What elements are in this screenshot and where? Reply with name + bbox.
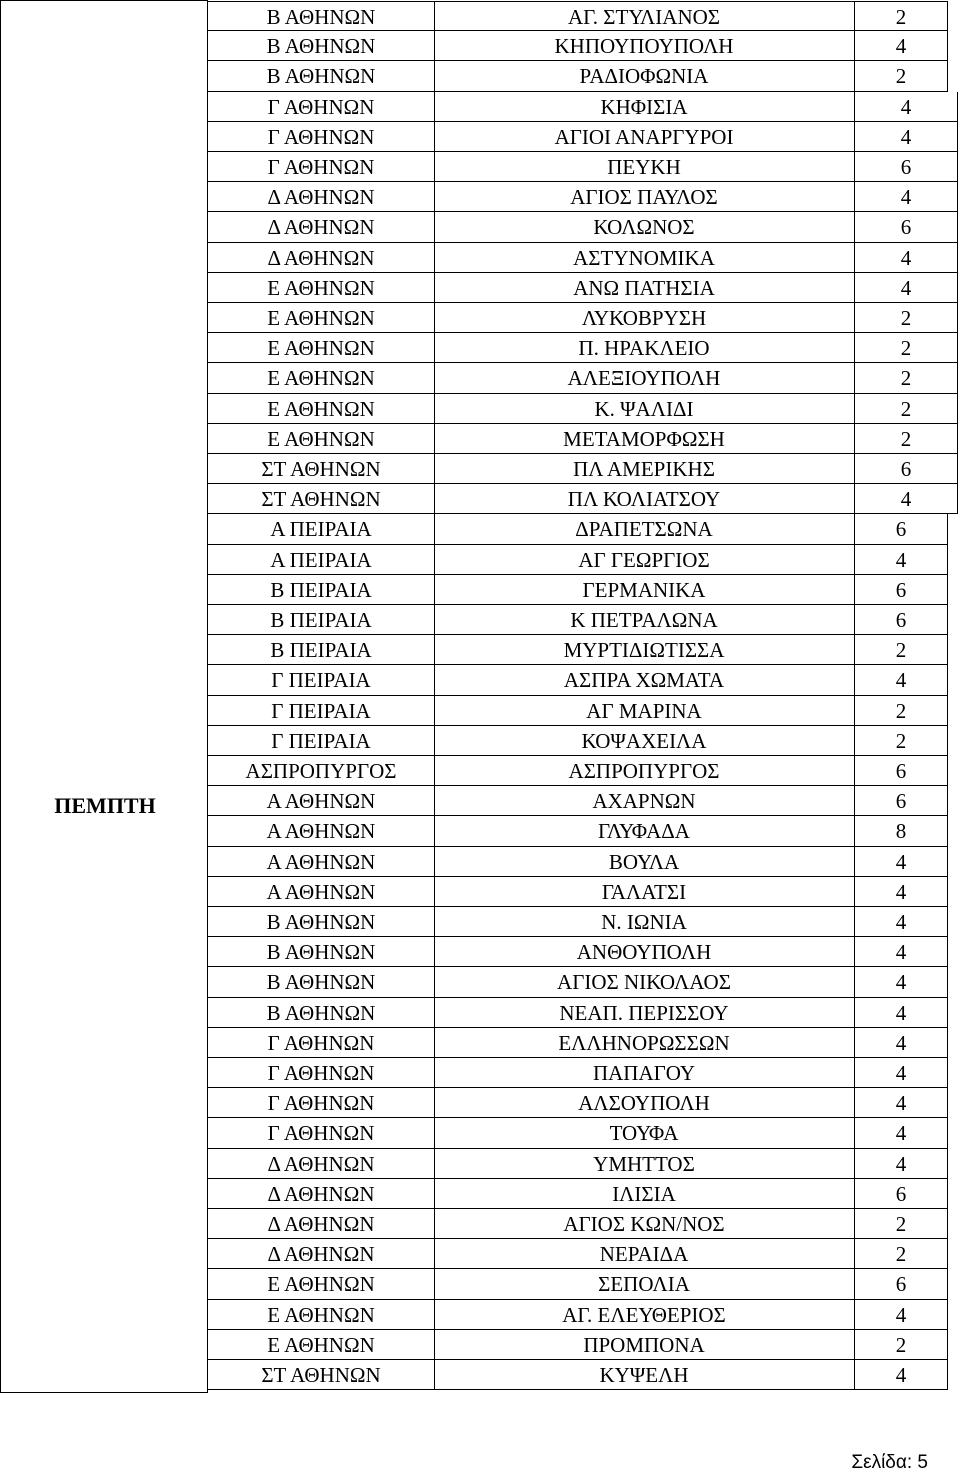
cell-count: 4 — [895, 970, 907, 995]
table-row — [208, 756, 948, 786]
cell-region: Δ ΑΘΗΝΩΝ — [208, 1209, 435, 1238]
table-row — [208, 575, 948, 605]
cell-area: ΠΕΥΚΗ — [434, 152, 855, 181]
table-row — [208, 243, 958, 273]
cell-area: ΠΡΟΜΠΟΝΑ — [434, 1330, 855, 1359]
cell-region: Ε ΑΘΗΝΩΝ — [208, 394, 435, 423]
cell-count: 2 — [895, 1212, 907, 1236]
cell-count: 8 — [895, 819, 907, 844]
cell-count: 4 — [895, 547, 907, 572]
table-row — [208, 514, 948, 544]
page-number: Σελίδα: 5 — [851, 1452, 928, 1473]
table-row — [208, 92, 958, 122]
table-row — [208, 61, 948, 91]
cell-region: Β ΑΘΗΝΩΝ — [208, 967, 435, 996]
cell-area: Κ. ΨΑΛΙΔΙ — [434, 394, 855, 423]
table-row — [208, 273, 958, 303]
cell-count: 4 — [895, 1121, 907, 1146]
cell-count: 6 — [900, 155, 912, 179]
cell-area: ΤΟΥΦΑ — [434, 1118, 855, 1147]
cell-region: Γ ΠΕΙΡΑΙΑ — [208, 665, 435, 694]
table-row — [208, 303, 958, 333]
table-row — [208, 1300, 948, 1330]
cell-region: Δ ΑΘΗΝΩΝ — [208, 1179, 435, 1208]
table-row — [208, 363, 958, 393]
cell-area: ΑΛΣΟΥΠΟΛΗ — [434, 1088, 855, 1117]
cell-area: ΚΥΨΕΛΗ — [434, 1360, 855, 1389]
table-row — [208, 1179, 948, 1209]
cell-region: ΣΤ ΑΘΗΝΩΝ — [208, 454, 435, 483]
cell-count: 4 — [900, 124, 912, 149]
cell-count: 4 — [900, 245, 912, 270]
cell-count: 6 — [900, 457, 912, 481]
table-row — [208, 1239, 948, 1269]
cell-count: 4 — [895, 1091, 907, 1116]
cell-area: ΓΛΥΦΑΔΑ — [434, 816, 855, 845]
cell-count: 4 — [900, 275, 912, 300]
cell-area: ΑΓΙΟΙ ΑΝΑΡΓΥΡΟΙ — [434, 122, 855, 151]
cell-area: ΔΡΑΠΕΤΣΩΝΑ — [434, 514, 855, 543]
cell-region: ΣΤ ΑΘΗΝΩΝ — [208, 484, 435, 513]
cell-area: ΑΓ ΜΑΡΙΝΑ — [434, 696, 855, 725]
cell-region: Α ΠΕΙΡΑΙΑ — [208, 545, 435, 574]
cell-area: ΚΟΨΑΧΕΙΛΑ — [434, 726, 855, 755]
cell-area: ΑΓ. ΕΛΕΥΘΕΡΙΟΣ — [434, 1300, 855, 1329]
cell-count: 2 — [900, 306, 912, 330]
cell-count: 4 — [895, 849, 907, 874]
cell-count: 4 — [895, 34, 907, 59]
cell-region: Β ΑΘΗΝΩΝ — [208, 31, 435, 60]
table-row — [208, 847, 948, 877]
cell-region: Β ΑΘΗΝΩΝ — [208, 61, 435, 90]
cell-count: 4 — [895, 1363, 907, 1387]
table-row — [208, 394, 958, 424]
cell-area: ΑΝΘΟΥΠΟΛΗ — [434, 937, 855, 966]
cell-count: 4 — [895, 1030, 907, 1055]
cell-count: 2 — [895, 1332, 907, 1357]
table-row — [208, 424, 958, 454]
table-row — [208, 665, 948, 695]
cell-count: 4 — [900, 185, 912, 210]
cell-area: ΡΑΔΙΟΦΩΝΙΑ — [434, 61, 855, 90]
cell-count: 2 — [900, 396, 912, 421]
cell-region: Γ ΠΕΙΡΑΙΑ — [208, 696, 435, 725]
cell-region: Δ ΑΘΗΝΩΝ — [208, 243, 435, 272]
table-row — [208, 907, 948, 937]
cell-region: ΑΣΠΡΟΠΥΡΓΟΣ — [208, 756, 435, 785]
cell-count: 2 — [900, 366, 912, 391]
cell-region: Ε ΑΘΗΝΩΝ — [208, 1300, 435, 1329]
cell-count: 2 — [900, 336, 912, 361]
cell-region: Β ΠΕΙΡΑΙΑ — [208, 635, 435, 664]
table-row — [208, 454, 958, 484]
cell-area: ΛΥΚΟΒΡΥΣΗ — [434, 303, 855, 332]
table-row — [208, 696, 948, 726]
table-row — [208, 1028, 948, 1058]
table-row — [208, 152, 958, 182]
cell-region: Β ΠΕΙΡΑΙΑ — [208, 605, 435, 634]
cell-count: 6 — [895, 1272, 907, 1297]
cell-count: 2 — [895, 1242, 907, 1267]
cell-area: ΝΕΡΑΙΔΑ — [434, 1239, 855, 1268]
cell-region: Ε ΑΘΗΝΩΝ — [208, 333, 435, 362]
cell-count: 4 — [895, 910, 907, 934]
cell-area: ΚΗΦΙΣΙΑ — [434, 92, 855, 121]
cell-region: Β ΑΘΗΝΩΝ — [208, 937, 435, 966]
cell-area: ΜΕΤΑΜΟΡΦΩΣΗ — [434, 424, 855, 453]
cell-region: Ε ΑΘΗΝΩΝ — [208, 1269, 435, 1298]
cell-count: 6 — [895, 759, 907, 783]
table-row — [208, 1058, 948, 1088]
table-row — [208, 1209, 948, 1239]
cell-count: 2 — [895, 64, 907, 89]
cell-region: Ε ΑΘΗΝΩΝ — [208, 303, 435, 332]
cell-count: 2 — [900, 426, 912, 451]
cell-count: 6 — [895, 789, 907, 814]
table-row — [208, 1360, 948, 1390]
cell-region: Γ ΑΘΗΝΩΝ — [208, 1088, 435, 1117]
cell-area: ΣΕΠΟΛΙΑ — [434, 1269, 855, 1298]
cell-count: 6 — [895, 517, 907, 542]
table-row — [208, 1088, 948, 1118]
cell-region: Α ΑΘΗΝΩΝ — [208, 786, 435, 815]
cell-area: ΑΝΩ ΠΑΤΗΣΙΑ — [434, 273, 855, 302]
cell-count: 4 — [900, 487, 912, 512]
cell-region: Γ ΑΘΗΝΩΝ — [208, 1028, 435, 1057]
cell-region: Α ΑΘΗΝΩΝ — [208, 816, 435, 845]
cell-count: 4 — [895, 1302, 907, 1327]
cell-region: Γ ΑΘΗΝΩΝ — [208, 1118, 435, 1147]
cell-region: Δ ΑΘΗΝΩΝ — [208, 182, 435, 211]
cell-region: Α ΠΕΙΡΑΙΑ — [208, 514, 435, 543]
cell-area: ΓΑΛΑΤΣΙ — [434, 877, 855, 906]
table-row — [208, 1269, 948, 1299]
cell-area: ΚΟΛΩΝΟΣ — [434, 212, 855, 241]
cell-count: 6 — [895, 608, 907, 632]
cell-region: Δ ΑΘΗΝΩΝ — [208, 212, 435, 241]
table-row — [208, 212, 958, 242]
cell-region: Α ΑΘΗΝΩΝ — [208, 847, 435, 876]
table-row — [208, 333, 958, 363]
table-row — [208, 1118, 948, 1148]
table-row — [208, 31, 948, 61]
cell-region: Ε ΑΘΗΝΩΝ — [208, 273, 435, 302]
cell-region: Ε ΑΘΗΝΩΝ — [208, 363, 435, 392]
table-row — [208, 605, 948, 635]
cell-count: 2 — [895, 698, 907, 723]
cell-region: Ε ΑΘΗΝΩΝ — [208, 1330, 435, 1359]
cell-area: ΑΓΙΟΣ ΝΙΚΟΛΑΟΣ — [434, 967, 855, 996]
cell-count: 2 — [895, 728, 907, 753]
cell-area: Π. ΗΡΑΚΛΕΙΟ — [434, 333, 855, 362]
cell-area: ΠΛ ΑΜΕΡΙΚΗΣ — [434, 454, 855, 483]
table-row — [208, 998, 948, 1028]
table-row — [208, 1, 948, 31]
cell-area: ΑΧΑΡΝΩΝ — [434, 786, 855, 815]
cell-count: 2 — [895, 638, 907, 663]
cell-count: 4 — [895, 879, 907, 904]
cell-count: 2 — [895, 5, 907, 29]
cell-area: ΙΛΙΣΙΑ — [434, 1179, 855, 1208]
cell-area: ΥΜΗΤΤΟΣ — [434, 1149, 855, 1178]
cell-area: ΕΛΛΗΝΟΡΩΣΣΩΝ — [434, 1028, 855, 1057]
cell-region: Γ ΑΘΗΝΩΝ — [208, 1058, 435, 1087]
cell-area: ΑΓ ΓΕΩΡΓΙΟΣ — [434, 545, 855, 574]
cell-count: 6 — [895, 577, 907, 602]
day-cell — [0, 0, 208, 1393]
cell-area: ΑΣΤΥΝΟΜΙΚΑ — [434, 243, 855, 272]
cell-area: ΒΟΥΛΑ — [434, 847, 855, 876]
cell-area: ΚΗΠΟΥΠΟΥΠΟΛΗ — [434, 31, 855, 60]
table-row — [208, 937, 948, 967]
cell-count: 4 — [895, 940, 907, 965]
cell-count: 6 — [900, 215, 912, 240]
cell-region: Β ΑΘΗΝΩΝ — [208, 907, 435, 936]
cell-count: 4 — [895, 668, 907, 693]
cell-area: ΠΑΠΑΓΟΥ — [434, 1058, 855, 1087]
cell-count: 6 — [895, 1181, 907, 1206]
cell-region: Δ ΑΘΗΝΩΝ — [208, 1239, 435, 1268]
cell-count: 4 — [895, 1061, 907, 1085]
cell-area: ΓΕΡΜΑΝΙΚΑ — [434, 575, 855, 604]
cell-region: ΣΤ ΑΘΗΝΩΝ — [208, 1360, 435, 1389]
cell-region: Β ΑΘΗΝΩΝ — [208, 2, 435, 30]
cell-area: ΝΕΑΠ. ΠΕΡΙΣΣΟΥ — [434, 998, 855, 1027]
cell-area: ΑΣΠΡΟΠΥΡΓΟΣ — [434, 756, 855, 785]
cell-count: 4 — [900, 94, 912, 119]
cell-region: Β ΑΘΗΝΩΝ — [208, 998, 435, 1027]
table-row — [208, 122, 958, 152]
table-row — [208, 545, 948, 575]
cell-area: ΑΓΙΟΣ ΠΑΥΛΟΣ — [434, 182, 855, 211]
cell-region: Ε ΑΘΗΝΩΝ — [208, 424, 435, 453]
cell-count: 4 — [895, 1000, 907, 1025]
table-row — [208, 1149, 948, 1179]
cell-area: ΑΛΕΞΙΟΥΠΟΛΗ — [434, 363, 855, 392]
cell-area: ΠΛ ΚΟΛΙΑΤΣΟΥ — [434, 484, 855, 513]
cell-region: Γ ΠΕΙΡΑΙΑ — [208, 726, 435, 755]
table-row — [208, 967, 948, 997]
table-row — [208, 786, 948, 816]
cell-region: Δ ΑΘΗΝΩΝ — [208, 1149, 435, 1178]
cell-area: ΑΣΠΡΑ ΧΩΜΑΤΑ — [434, 665, 855, 694]
table-row — [208, 877, 948, 907]
cell-area: Κ ΠΕΤΡΑΛΩΝΑ — [434, 605, 855, 634]
table-row — [208, 635, 948, 665]
cell-region: Γ ΑΘΗΝΩΝ — [208, 92, 435, 121]
cell-region: Β ΠΕΙΡΑΙΑ — [208, 575, 435, 604]
cell-count: 4 — [895, 1151, 907, 1176]
cell-region: Γ ΑΘΗΝΩΝ — [208, 122, 435, 151]
table-row — [208, 1330, 948, 1360]
cell-area: ΑΓΙΟΣ ΚΩΝ/ΝΟΣ — [434, 1209, 855, 1238]
table-row — [208, 182, 958, 212]
cell-region: Γ ΑΘΗΝΩΝ — [208, 152, 435, 181]
table-row — [208, 484, 958, 514]
table-row — [208, 816, 948, 846]
day-label: ΠΕΜΠΤΗ — [54, 793, 156, 818]
cell-area: ΜΥΡΤΙΔΙΩΤΙΣΣΑ — [434, 635, 855, 664]
cell-region: Α ΑΘΗΝΩΝ — [208, 877, 435, 906]
cell-area: ΑΓ. ΣΤΥΛΙΑΝΟΣ — [434, 2, 855, 30]
table-row — [208, 726, 948, 756]
cell-area: Ν. ΙΩΝΙΑ — [434, 907, 855, 936]
